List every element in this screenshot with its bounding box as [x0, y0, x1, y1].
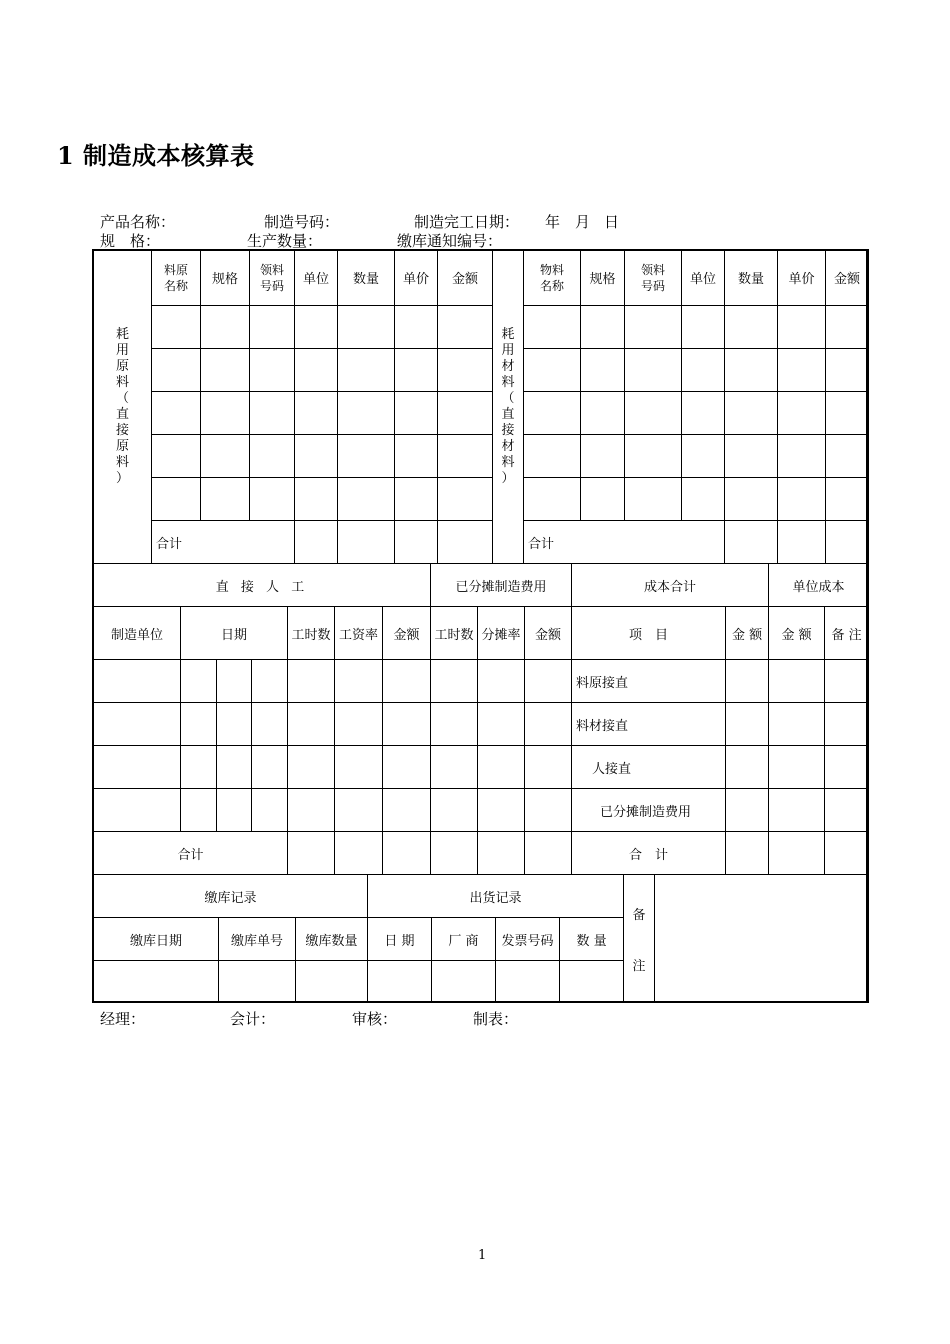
cell[interactable]	[152, 478, 201, 521]
cell[interactable]	[335, 746, 383, 789]
table-row	[94, 746, 869, 789]
cell[interactable]	[778, 349, 826, 392]
cell[interactable]	[295, 478, 338, 521]
direct-labor-header: 直 接 人 工	[94, 564, 431, 607]
table-row	[94, 392, 869, 435]
col-item: 项 目	[572, 607, 726, 660]
col-mfg-unit: 制造单位	[94, 607, 181, 660]
cell[interactable]	[152, 392, 201, 435]
cell[interactable]	[383, 746, 431, 789]
cell[interactable]	[769, 746, 825, 789]
cell[interactable]	[581, 392, 625, 435]
col-mat-req-no: 领料 号码	[625, 250, 682, 306]
page-number: 1	[478, 1248, 487, 1263]
cell[interactable]	[250, 478, 295, 521]
cell[interactable]	[625, 306, 682, 349]
cell[interactable]	[431, 789, 478, 832]
cell[interactable]	[288, 746, 335, 789]
cell[interactable]	[335, 789, 383, 832]
cell[interactable]	[338, 521, 395, 564]
cell[interactable]	[295, 306, 338, 349]
cell[interactable]	[478, 703, 525, 746]
production-qty-label: 生产数量：	[247, 232, 323, 250]
subtotal-row	[94, 832, 869, 875]
cell[interactable]	[581, 306, 625, 349]
cell[interactable]	[778, 478, 826, 521]
cell[interactable]	[682, 435, 725, 478]
cell[interactable]	[524, 435, 581, 478]
cell[interactable]	[438, 435, 493, 478]
cell[interactable]	[288, 660, 335, 703]
cell[interactable]	[826, 478, 869, 521]
cell[interactable]	[250, 306, 295, 349]
cell[interactable]	[769, 789, 825, 832]
mfg-number-label: 制造号码：	[264, 213, 340, 231]
cost-item-direct-labor: 人接直	[572, 746, 726, 789]
material-vertical-text: 耗 用 材 料 （ 直 接 材 料 ）	[501, 326, 515, 486]
cell[interactable]	[94, 961, 219, 1003]
col-raw-price: 单价	[395, 250, 438, 306]
cell[interactable]	[252, 703, 288, 746]
remark-label-top: 备	[632, 907, 646, 923]
cell[interactable]	[217, 703, 252, 746]
cell[interactable]	[525, 832, 572, 875]
cost-item-direct-material: 料材接直	[572, 703, 726, 746]
col-amount: 金额	[383, 607, 431, 660]
cell[interactable]	[682, 349, 725, 392]
year-label: 年	[545, 213, 561, 231]
cell[interactable]	[383, 832, 431, 875]
cell[interactable]	[778, 435, 826, 478]
completion-date-label: 制造完工日期：	[414, 213, 520, 231]
cell[interactable]	[383, 660, 431, 703]
cell[interactable]	[625, 435, 682, 478]
cell[interactable]	[524, 349, 581, 392]
labor-subtotal-label: 合计	[94, 832, 288, 875]
col-mat-unit: 单位	[682, 250, 725, 306]
materials-table	[93, 249, 869, 564]
cell[interactable]	[219, 961, 296, 1003]
col-ship-date: 日 期	[368, 918, 432, 961]
cell[interactable]	[625, 392, 682, 435]
cell[interactable]	[395, 435, 438, 478]
cell[interactable]	[438, 306, 493, 349]
cell[interactable]	[496, 961, 560, 1003]
cell[interactable]	[395, 478, 438, 521]
cell[interactable]	[625, 349, 682, 392]
cell[interactable]	[383, 789, 431, 832]
cell[interactable]	[825, 746, 869, 789]
month-label: 月	[575, 213, 591, 231]
col-raw-name: 料原 名称	[152, 250, 201, 306]
cell[interactable]	[395, 521, 438, 564]
col-amount-3: 金 额	[726, 607, 769, 660]
cell[interactable]	[288, 832, 335, 875]
cell[interactable]	[778, 306, 826, 349]
cell[interactable]	[181, 746, 217, 789]
raw-material-section-label	[94, 250, 152, 564]
col-raw-req-no: 领料 号码	[250, 250, 295, 306]
cell[interactable]	[560, 961, 624, 1003]
cell[interactable]	[825, 660, 869, 703]
cell[interactable]	[201, 306, 250, 349]
table-row	[94, 478, 869, 521]
cell[interactable]	[431, 703, 478, 746]
cell[interactable]	[295, 392, 338, 435]
cell[interactable]	[295, 435, 338, 478]
col-stock-no: 缴库单号	[219, 918, 296, 961]
cell[interactable]	[438, 478, 493, 521]
table-row	[94, 306, 869, 349]
stock-shipment-table	[93, 874, 869, 1003]
cost-item-allocated-overhead: 已分摊制造费用	[572, 789, 726, 832]
col-wage-rate: 工资率	[335, 607, 383, 660]
cell[interactable]	[726, 660, 769, 703]
col-amount-4: 金 额	[769, 607, 825, 660]
remark-label	[624, 875, 655, 1003]
cell[interactable]	[250, 435, 295, 478]
cell[interactable]	[217, 660, 252, 703]
cell[interactable]	[338, 306, 395, 349]
cell[interactable]	[296, 961, 368, 1003]
cell[interactable]	[581, 349, 625, 392]
cell[interactable]	[335, 660, 383, 703]
cell[interactable]	[581, 478, 625, 521]
cell[interactable]	[431, 832, 478, 875]
cell[interactable]	[395, 392, 438, 435]
cell[interactable]	[769, 660, 825, 703]
cell[interactable]	[431, 660, 478, 703]
labor-cost-table	[93, 563, 869, 875]
page-title: 1 制造成本核算表	[57, 141, 255, 170]
table-row	[94, 435, 869, 478]
stock-notice-no-label: 缴库通知编号：	[397, 232, 503, 250]
col-mat-spec: 规格	[581, 250, 625, 306]
col-mat-amount: 金额	[826, 250, 869, 306]
cell[interactable]	[725, 478, 778, 521]
cell[interactable]	[725, 392, 778, 435]
shipment-record-header: 出货记录	[368, 875, 624, 918]
cell[interactable]	[201, 349, 250, 392]
cell[interactable]	[581, 435, 625, 478]
cell[interactable]	[826, 349, 869, 392]
cell[interactable]	[395, 349, 438, 392]
stock-record-header: 缴库记录	[94, 875, 368, 918]
cell[interactable]	[778, 521, 826, 564]
col-amount-2: 金额	[525, 607, 572, 660]
cell[interactable]	[295, 521, 338, 564]
col-mat-price: 单价	[778, 250, 826, 306]
cell[interactable]	[94, 789, 181, 832]
cell[interactable]	[152, 435, 201, 478]
reviewer-label: 审核：	[352, 1010, 398, 1028]
cost-item-direct-raw: 料原接直	[572, 660, 726, 703]
col-remark: 备 注	[825, 607, 869, 660]
cell[interactable]	[478, 789, 525, 832]
cell[interactable]	[368, 961, 432, 1003]
preparer-label: 制表：	[473, 1010, 519, 1028]
material-section-label	[493, 250, 524, 564]
col-ship-qty: 数 量	[560, 918, 624, 961]
cell[interactable]	[478, 832, 525, 875]
cell[interactable]	[338, 392, 395, 435]
cell[interactable]	[335, 832, 383, 875]
cell[interactable]	[625, 478, 682, 521]
cell[interactable]	[826, 435, 869, 478]
cell[interactable]	[295, 349, 338, 392]
cell[interactable]	[181, 660, 217, 703]
cell[interactable]	[524, 478, 581, 521]
col-mat-qty: 数量	[725, 250, 778, 306]
cost-subtotal-label: 合 计	[572, 832, 726, 875]
cell[interactable]	[250, 349, 295, 392]
table-row	[94, 660, 869, 703]
cell[interactable]	[383, 703, 431, 746]
cell[interactable]	[682, 392, 725, 435]
cell[interactable]	[217, 746, 252, 789]
col-raw-qty: 数量	[338, 250, 395, 306]
accountant-label: 会计：	[230, 1010, 276, 1028]
cell[interactable]	[725, 435, 778, 478]
cell[interactable]	[478, 746, 525, 789]
col-raw-unit: 单位	[295, 250, 338, 306]
cell[interactable]	[252, 660, 288, 703]
cell[interactable]	[524, 392, 581, 435]
cell[interactable]	[338, 435, 395, 478]
spec-label: 规 格：	[100, 232, 161, 250]
cell[interactable]	[438, 521, 493, 564]
table-row	[94, 349, 869, 392]
cell[interactable]	[525, 746, 572, 789]
product-name-label: 产品名称：	[100, 213, 176, 231]
cell[interactable]	[438, 349, 493, 392]
cell[interactable]	[201, 435, 250, 478]
cell[interactable]	[825, 703, 869, 746]
col-raw-spec: 规格	[201, 250, 250, 306]
mat-subtotal-label: 合计	[524, 521, 725, 564]
cell[interactable]	[288, 703, 335, 746]
remark-field[interactable]	[655, 875, 869, 1003]
col-mat-name: 物料 名称	[524, 250, 581, 306]
cell[interactable]	[825, 789, 869, 832]
cell[interactable]	[726, 703, 769, 746]
cell[interactable]	[682, 306, 725, 349]
cell[interactable]	[252, 789, 288, 832]
col-stock-qty: 缴库数量	[296, 918, 368, 961]
cell[interactable]	[438, 392, 493, 435]
raw-material-vertical-text: 耗 用 原 料 （ 直 接 原 料 ）	[115, 326, 129, 486]
cell[interactable]	[338, 478, 395, 521]
cell[interactable]	[288, 789, 335, 832]
col-date: 日期	[181, 607, 288, 660]
cell[interactable]	[94, 660, 181, 703]
cell[interactable]	[726, 789, 769, 832]
cell[interactable]	[769, 832, 825, 875]
cell[interactable]	[525, 660, 572, 703]
cell[interactable]	[826, 392, 869, 435]
col-hours-2: 工时数	[431, 607, 478, 660]
allocated-overhead-header: 已分摊制造费用	[431, 564, 572, 607]
cell[interactable]	[335, 703, 383, 746]
cell[interactable]	[726, 746, 769, 789]
cell[interactable]	[395, 306, 438, 349]
unit-cost-header: 单位成本	[769, 564, 869, 607]
cell[interactable]	[525, 789, 572, 832]
cell[interactable]	[250, 392, 295, 435]
cell[interactable]	[431, 746, 478, 789]
cell[interactable]	[201, 392, 250, 435]
cell[interactable]	[769, 703, 825, 746]
cost-total-header: 成本合计	[572, 564, 769, 607]
day-label: 日	[604, 213, 620, 231]
cell[interactable]	[826, 306, 869, 349]
cell[interactable]	[181, 703, 217, 746]
cell[interactable]	[524, 306, 581, 349]
cell[interactable]	[152, 349, 201, 392]
remark-label-bottom: 注	[632, 958, 646, 974]
cell[interactable]	[181, 789, 217, 832]
cell[interactable]	[94, 746, 181, 789]
col-hours: 工时数	[288, 607, 335, 660]
cell[interactable]	[682, 478, 725, 521]
cell[interactable]	[725, 306, 778, 349]
subtotal-row	[94, 521, 869, 564]
table-row	[94, 703, 869, 746]
cell[interactable]	[726, 832, 769, 875]
cell[interactable]	[152, 306, 201, 349]
table-row	[94, 789, 869, 832]
col-raw-amount: 金额	[438, 250, 493, 306]
cell[interactable]	[94, 703, 181, 746]
cell[interactable]	[525, 703, 572, 746]
cell[interactable]	[201, 478, 250, 521]
col-stock-date: 缴库日期	[94, 918, 219, 961]
cell[interactable]	[338, 349, 395, 392]
cell[interactable]	[826, 521, 869, 564]
cell[interactable]	[252, 746, 288, 789]
col-alloc-rate: 分摊率	[478, 607, 525, 660]
cell[interactable]	[217, 789, 252, 832]
cell[interactable]	[725, 349, 778, 392]
cell[interactable]	[778, 392, 826, 435]
cell[interactable]	[725, 521, 778, 564]
col-invoice-no: 发票号码	[496, 918, 560, 961]
raw-subtotal-label: 合计	[152, 521, 295, 564]
cell[interactable]	[478, 660, 525, 703]
cell[interactable]	[825, 832, 869, 875]
col-vendor: 厂 商	[432, 918, 496, 961]
cell[interactable]	[432, 961, 496, 1003]
manager-label: 经理：	[100, 1010, 146, 1028]
